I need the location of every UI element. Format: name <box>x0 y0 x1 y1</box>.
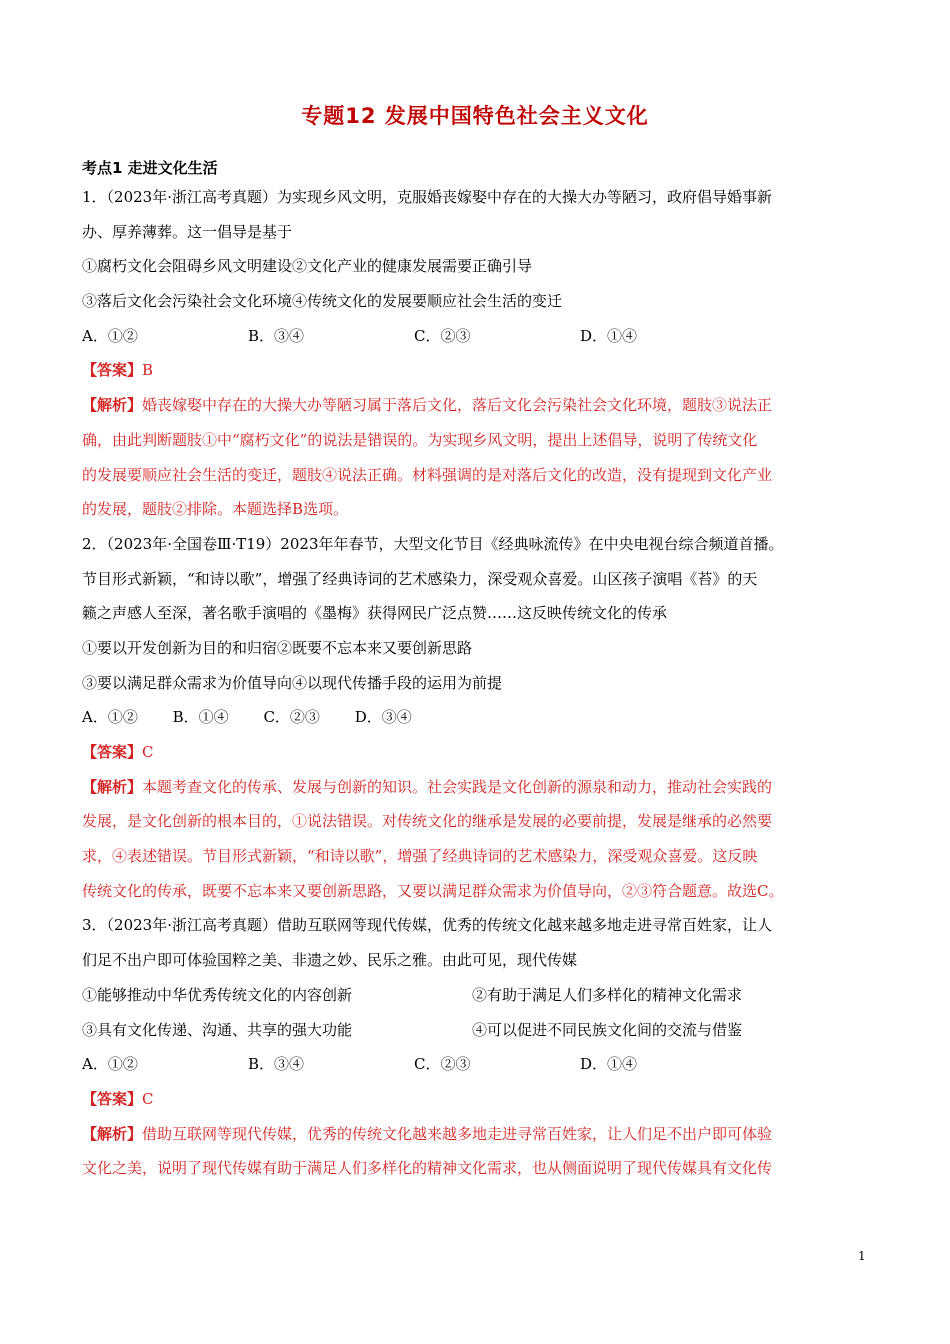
analysis-tag: 【解析】 <box>82 777 143 796</box>
q3-analysis-line-1 <box>82 1117 872 1152</box>
q1-option-a: A．①② <box>82 326 138 345</box>
q2-stem-line-3: 籁之声感人至深，著名歌手演唱的《墨梅》获得网民广泛点赞……这反映传统文化的传承 <box>82 604 668 623</box>
content-body <box>82 156 872 1186</box>
q2-statement-2: ③要以满足群众需求为价值导向④以现代传播手段的运用为前提 <box>82 673 503 692</box>
q1-analysis-line-2: 确，由此判断题肢①中“腐朽文化”的说法是错误的。为实现乡风文明，提出上述倡导，说明了传统文化 <box>82 430 758 449</box>
question-1 <box>82 180 872 527</box>
q2-analysis-line-1 <box>82 770 872 805</box>
analysis-tag: 【解析】 <box>82 396 143 415</box>
q2-options <box>82 700 872 735</box>
q1-answer-value: B <box>142 361 154 380</box>
q1-options <box>82 319 872 354</box>
q3-answer-value: C <box>142 1089 154 1108</box>
q2-stem-line-2: 节目形式新颖，“和诗以歌”，增强了经典诗词的艺术感染力，深受观众喜爱。山区孩子演唱《苔》的天 <box>82 569 758 588</box>
question-2 <box>82 527 872 909</box>
q1-answer <box>82 353 872 388</box>
q1-stem-line-1: 1．（2023年·浙江高考真题）为实现乡风文明，克服婚丧嫁娶中存在的大操大办等陋习，政府倡导婚事新 <box>82 188 772 206</box>
q1-analysis-line-3: 的发展要顺应社会生活的变迁，题肢④说法正确。材料强调的是对落后文化的改造，没有提现到文化产业 <box>82 465 773 484</box>
q2-answer <box>82 735 872 770</box>
q2-analysis-text-1: 本题考查文化的传承、发展与创新的知识。社会实践是文化创新的源泉和动力，推动社会实践的 <box>142 777 773 796</box>
q1-option-b: B．③④ <box>248 326 305 345</box>
q3-stem-line-1: 3．（2023年·浙江高考真题）借助互联网等现代传媒，优秀的传统文化越来越多地走进寻常百姓家，让人 <box>82 916 772 935</box>
q3-option-a: A．①② <box>82 1055 138 1074</box>
q3-statements-row-2 <box>82 1013 872 1048</box>
q3-statement-2: ②有助于满足人们多样化的精神文化需求 <box>472 985 743 1004</box>
page-number: 1 <box>858 1249 866 1263</box>
q3-statement-4: ④可以促进不同民族文化间的交流与借鉴 <box>472 1020 743 1039</box>
q2-analysis-line-2: 发展，是文化创新的根本目的，①说法错误。对传统文化的继承是发展的必要前提，发展是继承的必然要 <box>82 812 773 831</box>
q1-option-d: D．①④ <box>580 326 638 345</box>
analysis-tag: 【解析】 <box>82 1124 143 1143</box>
q3-answer <box>82 1082 872 1117</box>
q3-option-d: D．①④ <box>580 1055 638 1074</box>
q1-analysis-line-1 <box>82 388 872 423</box>
answer-tag: 【答案】 <box>82 743 143 761</box>
q3-analysis-line-2: 文化之美，说明了现代传媒有助于满足人们多样化的精神文化需求，也从侧面说明了现代传媒具有文化传 <box>82 1159 773 1178</box>
q3-statement-3: ③具有文化传递、沟通、共享的强大功能 <box>82 1020 353 1039</box>
q2-analysis-line-4: 传统文化的传承，既要不忘本来又要创新思路，又要以满足群众需求为价值导向，②③符合题意。故选C。 <box>82 881 784 900</box>
q2-option-b: B．①④ <box>172 708 229 727</box>
q1-statement-2: ③落后文化会污染社会文化环境④传统文化的发展要顺应社会生活的变迁 <box>82 292 563 311</box>
page-title: 专题12 发展中国特色社会主义文化 <box>301 104 649 128</box>
q2-analysis-line-3: 求，④表述错误。节目形式新颖，“和诗以歌”，增强了经典诗词的艺术感染力，深受观众喜爱。这反映 <box>82 847 758 866</box>
q2-option-d: D．③④ <box>354 708 412 727</box>
q3-analysis-text-1: 借助互联网等现代传媒，优秀的传统文化越来越多地走进寻常百姓家，让人们足不出户即可体验 <box>142 1124 773 1143</box>
q2-option-c: C．②③ <box>263 708 320 727</box>
answer-tag: 【答案】 <box>82 361 143 380</box>
section-heading: 考点1 走进文化生活 <box>82 159 218 177</box>
q1-option-c: C．②③ <box>414 326 471 345</box>
q2-option-a: A．①② <box>82 708 138 727</box>
q1-stem-line-2: 办、厚养薄葬。这一倡导是基于 <box>82 222 293 241</box>
q3-options <box>82 1047 872 1082</box>
q3-option-b: B．③④ <box>248 1055 305 1074</box>
question-3 <box>82 908 872 1186</box>
q3-statements-row-1 <box>82 978 872 1013</box>
q1-statement-1: ①腐朽文化会阻碍乡风文明建设②文化产业的健康发展需要正确引导 <box>82 257 533 276</box>
q3-statement-1: ①能够推动中华优秀传统文化的内容创新 <box>82 985 353 1004</box>
q1-analysis-line-4: 的发展，题肢②排除。本题选择B选项。 <box>82 500 349 519</box>
q3-option-c: C．②③ <box>414 1055 471 1074</box>
q3-stem-line-2: 们足不出户即可体验国粹之美、非遗之妙、民乐之雅。由此可见，现代传媒 <box>82 951 578 970</box>
q2-statement-1: ①要以开发创新为目的和归宿②既要不忘本来又要创新思路 <box>82 638 473 657</box>
q2-answer-value: C <box>142 743 154 761</box>
answer-tag: 【答案】 <box>82 1089 143 1108</box>
q1-analysis-text-1: 婚丧嫁娶中存在的大操大办等陋习属于落后文化，落后文化会污染社会文化环境，题肢③说法正 <box>142 396 773 415</box>
q2-stem-line-1: 2．（2023年·全国卷Ⅲ·T19）2023年年春节，大型文化节目《经典咏流传》在中央电视台综合频道首播。 <box>82 534 784 553</box>
